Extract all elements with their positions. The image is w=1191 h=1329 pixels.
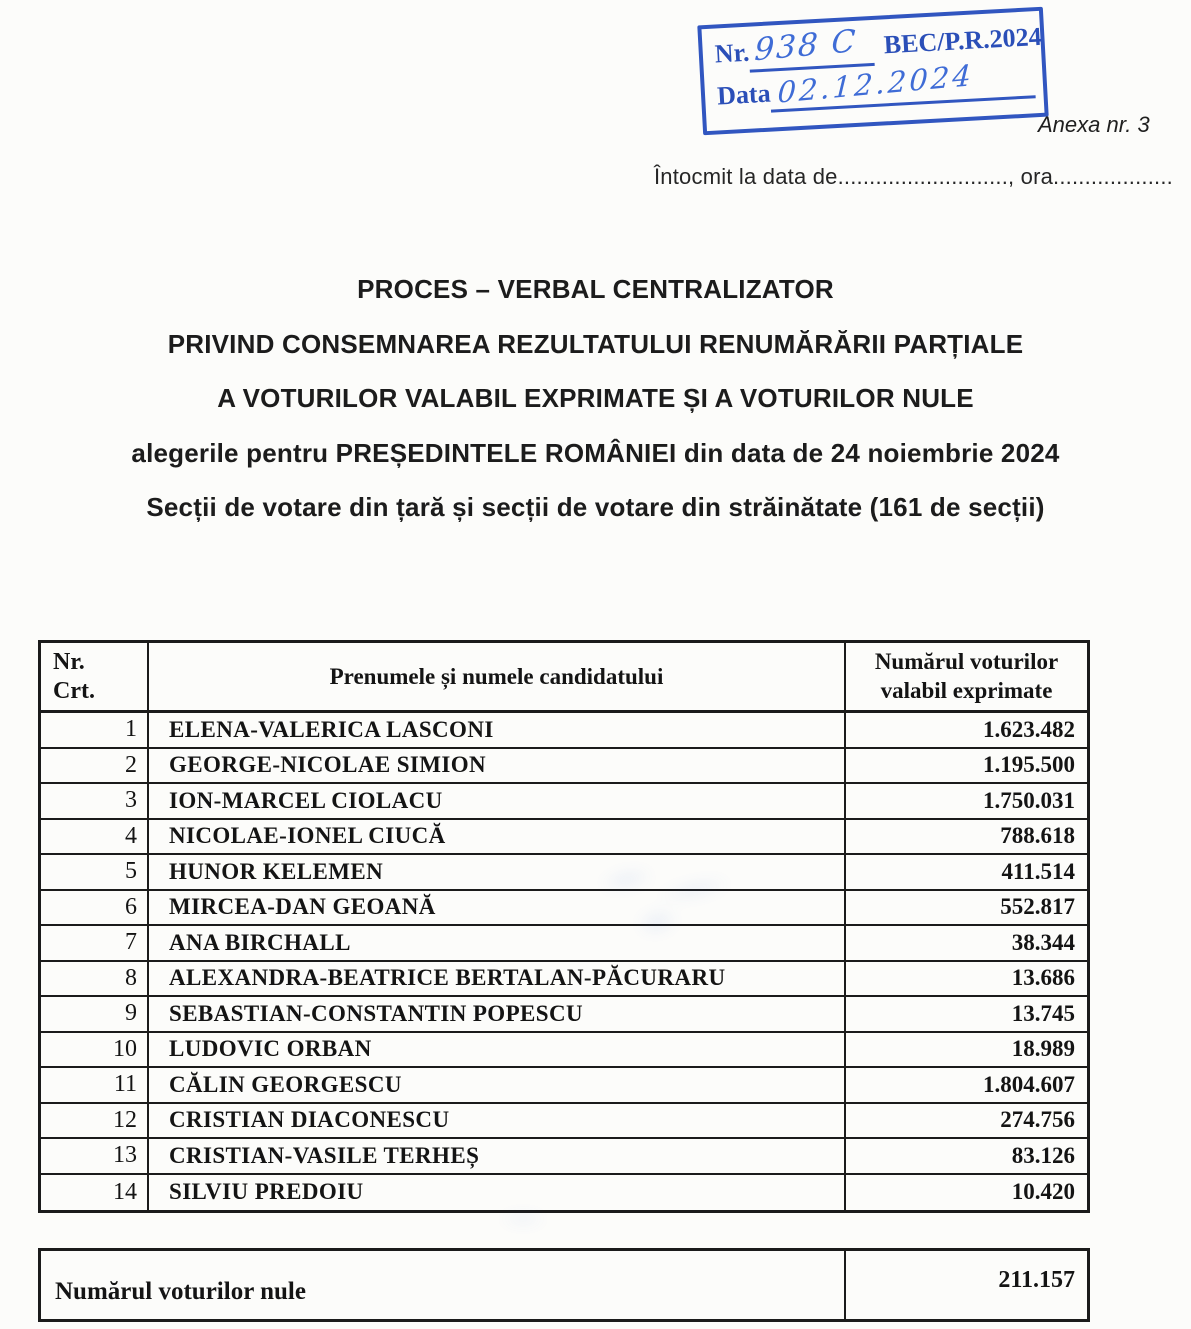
- null-votes-value: 211.157: [998, 1266, 1075, 1293]
- stamp-code: BEC/P.R.2024: [883, 21, 1043, 60]
- title-line-3: A VOTURILOR VALABIL EXPRIMATE ȘI A VOTURILOR NULE: [217, 383, 974, 413]
- row-number-cell: 14: [41, 1175, 149, 1211]
- table-row: [41, 1175, 1087, 1211]
- candidate-name-cell: ELENA-VALERICA LASCONI: [149, 713, 846, 747]
- votes-cell: 10.420: [1011, 1179, 1075, 1205]
- table-body: [41, 713, 1087, 1210]
- candidate-name-cell: LUDOVIC ORBAN: [149, 1033, 846, 1067]
- stamp-data-label: Data: [716, 78, 772, 111]
- stamp-nr-label: Nr.: [714, 37, 751, 69]
- row-number-cell: 1: [41, 713, 149, 747]
- registration-stamp: [697, 7, 1048, 136]
- table-row: [41, 713, 1087, 749]
- document-title-block: [0, 262, 1191, 535]
- table-row: [41, 1139, 1087, 1175]
- header-nr-line2: Crt.: [53, 677, 95, 704]
- header-nr-line1: Nr.: [53, 648, 85, 675]
- candidate-name-cell: ALEXANDRA-BEATRICE BERTALAN-PĂCURARU: [149, 962, 846, 996]
- row-number-cell: 6: [41, 891, 149, 925]
- candidate-name-cell: MIRCEA-DAN GEOANĂ: [149, 891, 846, 925]
- candidate-name-cell: CRISTIAN DIACONESCU: [149, 1104, 846, 1138]
- table-row: [41, 1033, 1087, 1069]
- votes-cell: 83.126: [1011, 1142, 1075, 1168]
- annex-note: Anexa nr. 3: [1038, 112, 1150, 137]
- candidate-name-cell: ANA BIRCHALL: [149, 926, 846, 960]
- header-candidate-name: Prenumele și numele candidatului: [149, 643, 846, 710]
- row-number-cell: 3: [41, 784, 149, 818]
- header-votes-line2: valabil exprimate: [880, 677, 1053, 703]
- votes-cell: 1.804.607: [983, 1071, 1075, 1097]
- candidate-name-cell: HUNOR KELEMEN: [149, 855, 846, 889]
- table-row: [41, 1104, 1087, 1140]
- header-valid-votes: [846, 643, 1087, 710]
- header-nr-crt: [41, 643, 149, 710]
- prepared-at-line: Întocmit la data de..........................., ora...................: [654, 164, 1173, 189]
- null-votes-table: [38, 1248, 1090, 1322]
- title-line-1: PROCES – VERBAL CENTRALIZATOR: [357, 274, 834, 304]
- row-number-cell: 2: [41, 749, 149, 783]
- votes-cell: 18.989: [1011, 1036, 1075, 1062]
- votes-cell: 1.623.482: [983, 716, 1075, 742]
- votes-cell: 274.756: [1000, 1107, 1075, 1133]
- row-number-cell: 9: [41, 997, 149, 1031]
- results-table: [38, 640, 1090, 1213]
- votes-cell: 1.195.500: [983, 752, 1075, 778]
- table-row: [41, 997, 1087, 1033]
- table-row: [41, 855, 1087, 891]
- candidate-name-cell: SEBASTIAN-CONSTANTIN POPESCU: [149, 997, 846, 1031]
- candidate-name-cell: ION-MARCEL CIOLACU: [149, 784, 846, 818]
- title-line-2: PRIVIND CONSEMNAREA REZULTATULUI RENUMĂRĂRII PARȚIALE: [167, 328, 1024, 359]
- row-number-cell: 12: [41, 1104, 149, 1138]
- table-row: [41, 926, 1087, 962]
- row-number-cell: 8: [41, 962, 149, 996]
- table-row: [41, 784, 1087, 820]
- header-votes-line1: Numărul voturilor: [874, 648, 1059, 674]
- row-number-cell: 10: [41, 1033, 149, 1067]
- votes-cell: 1.750.031: [983, 787, 1075, 813]
- votes-cell: 38.344: [1011, 929, 1075, 955]
- votes-cell: 411.514: [1001, 858, 1075, 884]
- results-table-header: [41, 643, 1087, 713]
- row-number-cell: 11: [41, 1068, 149, 1102]
- votes-cell: 13.745: [1011, 1000, 1075, 1026]
- null-votes-label: Numărul voturilor nule: [41, 1251, 846, 1319]
- stamp-nr-handwritten-value: 938 C: [753, 22, 859, 69]
- candidate-name-cell: SILVIU PREDOIU: [149, 1175, 846, 1211]
- title-line-5: Secții de votare din țară și secții de votare din străinătate (161 de secții): [146, 492, 1045, 522]
- candidate-name-cell: NICOLAE-IONEL CIUCĂ: [149, 820, 846, 854]
- table-row: [41, 1068, 1087, 1104]
- candidate-name-cell: CĂLIN GEORGESCU: [149, 1068, 846, 1102]
- candidate-name-cell: CRISTIAN-VASILE TERHEȘ: [149, 1139, 846, 1173]
- table-row: [41, 891, 1087, 927]
- row-number-cell: 5: [41, 855, 149, 889]
- stamp-date-handwritten-value: 02.12.2024: [777, 58, 976, 110]
- row-number-cell: 13: [41, 1139, 149, 1173]
- table-row: [41, 962, 1087, 998]
- votes-cell: 13.686: [1011, 965, 1075, 991]
- candidate-name-cell: GEORGE-NICOLAE SIMION: [149, 749, 846, 783]
- votes-cell: 788.618: [1000, 823, 1075, 849]
- votes-cell: 552.817: [1000, 894, 1075, 920]
- row-number-cell: 4: [41, 820, 149, 854]
- table-row: [41, 820, 1087, 856]
- stamp-nr-underline: [748, 22, 875, 73]
- table-row: [41, 749, 1087, 785]
- title-line-4: alegerile pentru PREȘEDINTELE ROMÂNIEI din data de 24 noiembrie 2024: [131, 437, 1060, 468]
- row-number-cell: 7: [41, 926, 149, 960]
